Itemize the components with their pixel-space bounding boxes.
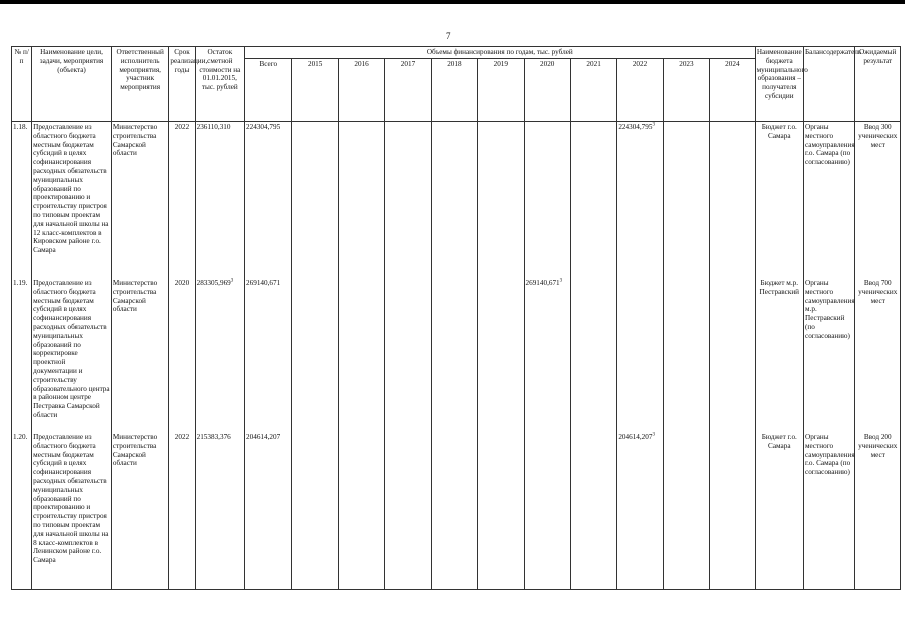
row-year-value [431, 432, 477, 590]
header-year: 2016 [338, 59, 384, 122]
row-year-value [338, 278, 384, 432]
row-year-value [524, 278, 570, 432]
row-budget: Бюджет м.р. Пестравский [755, 278, 803, 432]
row-year-value [617, 122, 663, 279]
row-term: 2020 [169, 278, 195, 432]
row-year-value [292, 278, 338, 432]
row-budget: Бюджет г.о. Самара [755, 432, 803, 590]
row-result: Ввод 200 ученических мест [855, 432, 901, 590]
header-num: № п/п [12, 47, 32, 122]
header-year: 2024 [710, 59, 755, 122]
footnote-mark: 3 [559, 278, 563, 284]
row-year-value [338, 432, 384, 590]
row-year-value [663, 432, 709, 590]
row-number: 1.20. [12, 432, 32, 590]
page-number: 7 [446, 31, 451, 41]
row-remainder-value: 283305,969 [196, 279, 231, 287]
header-holder: Балансодержатель [804, 47, 855, 122]
row-responsible: Министерство строительства Самарской области [111, 122, 169, 279]
row-total: 269140,671 [245, 278, 292, 432]
program-table [11, 46, 901, 590]
table-body [12, 122, 901, 590]
row-total: 224304,795 [245, 122, 292, 279]
header-year: 2023 [663, 59, 709, 122]
row-year-value-value: 224304,795 [618, 123, 653, 131]
row-year-value [663, 278, 709, 432]
header-year: 2019 [478, 59, 524, 122]
row-year-value [617, 432, 663, 590]
row-holder: Органы местного самоуправления м.р. Пестравский (по согласованию) [804, 278, 855, 432]
program-table-wrapper [11, 46, 901, 590]
row-year-value [710, 122, 755, 279]
row-year-value [431, 122, 477, 279]
header-budget: Наименование бюджета муниципального образования – получателя субсидии [755, 47, 803, 122]
row-total: 204614,207 [245, 432, 292, 590]
table-row [12, 432, 901, 590]
header-name: Наименование цели, задачи, мероприятия (объекта) [32, 47, 112, 122]
header-year: 2021 [570, 59, 616, 122]
row-year-value-value: 204614,207 [618, 433, 653, 441]
header-funding-group: Объемы финансирования по годам, тыс. рублей [245, 47, 756, 59]
table-row [12, 278, 901, 432]
table-row [12, 122, 901, 279]
row-year-value [385, 122, 431, 279]
row-year-value [431, 278, 477, 432]
row-year-value [524, 122, 570, 279]
row-name: Предоставление из областного бюджета местным бюджетам субсидий в целях софинансирования расходных обязательств муниципальных образований по корректировке проектной документации и строительству образовательного центра в районном центре Пестравка Самарской области [32, 278, 112, 432]
header-year: 2017 [385, 59, 431, 122]
row-budget: Бюджет г.о. Самара [755, 122, 803, 279]
row-year-value [338, 122, 384, 279]
row-year-value [385, 432, 431, 590]
row-year-value [570, 122, 616, 279]
row-responsible: Министерство строительства Самарской области [111, 432, 169, 590]
header-remainder: Остаток сметной стоимости на 01.01.2015, тыс. рублей [195, 47, 244, 122]
row-year-value [478, 122, 524, 279]
row-term: 2022 [169, 432, 195, 590]
row-year-value [292, 122, 338, 279]
top-border-line [0, 0, 905, 4]
header-result: Ожидаемый результат [855, 47, 901, 122]
header-year: 2015 [292, 59, 338, 122]
row-year-value [524, 432, 570, 590]
footnote-mark: 3 [652, 122, 655, 128]
row-year-value [617, 278, 663, 432]
row-number: 1.19. [12, 278, 32, 432]
row-year-value [478, 278, 524, 432]
row-name: Предоставление из областного бюджета местным бюджетам субсидий в целях софинансирования расходных обязательств муниципальных образований по проектированию и строительству пристроя по типовым проектам для начальной школы на 12 класс-комплектов в Кировском районе г.о. Самара [32, 122, 112, 279]
row-year-value [478, 432, 524, 590]
row-year-value-value: 269140,671 [525, 279, 560, 287]
row-remainder [195, 122, 244, 279]
header-responsible: Ответственный исполнитель мероприятия, участник мероприятия [111, 47, 169, 122]
header-term: Срок реализации, годы [169, 47, 195, 122]
footnote-mark: 3 [230, 278, 234, 284]
row-number: 1.18. [12, 122, 32, 279]
row-result: Ввод 300 ученических мест [855, 122, 901, 279]
row-remainder [195, 432, 244, 590]
row-responsible: Министерство строительства Самарской области [111, 278, 169, 432]
row-year-value [570, 278, 616, 432]
row-year-value [385, 278, 431, 432]
row-year-value [570, 432, 616, 590]
row-year-value [710, 278, 755, 432]
row-remainder-value: 236110,310 [196, 123, 231, 131]
row-remainder-value: 215383,376 [196, 433, 231, 441]
header-total: Всего [245, 59, 292, 122]
row-year-value [710, 432, 755, 590]
row-holder: Органы местного самоуправления г.о. Самара (по согласованию) [804, 122, 855, 279]
footnote-mark: 3 [652, 432, 655, 438]
row-name: Предоставление из областного бюджета местным бюджетам субсидий в целях софинансирования расходных обязательств муниципальных образований по проектированию и строительству пристроя по типовым проектам для начальной школы на 8 класс-комплектов в Ленинском районе г.о. Самара [32, 432, 112, 590]
row-year-value [663, 122, 709, 279]
row-remainder [195, 278, 244, 432]
row-term: 2022 [169, 122, 195, 279]
row-result: Ввод 700 ученических мест [855, 278, 901, 432]
row-holder: Органы местного самоуправления г.о. Самара (по согласованию) [804, 432, 855, 590]
row-year-value [292, 432, 338, 590]
header-year: 2020 [524, 59, 570, 122]
header-year: 2022 [617, 59, 663, 122]
header-year: 2018 [431, 59, 477, 122]
